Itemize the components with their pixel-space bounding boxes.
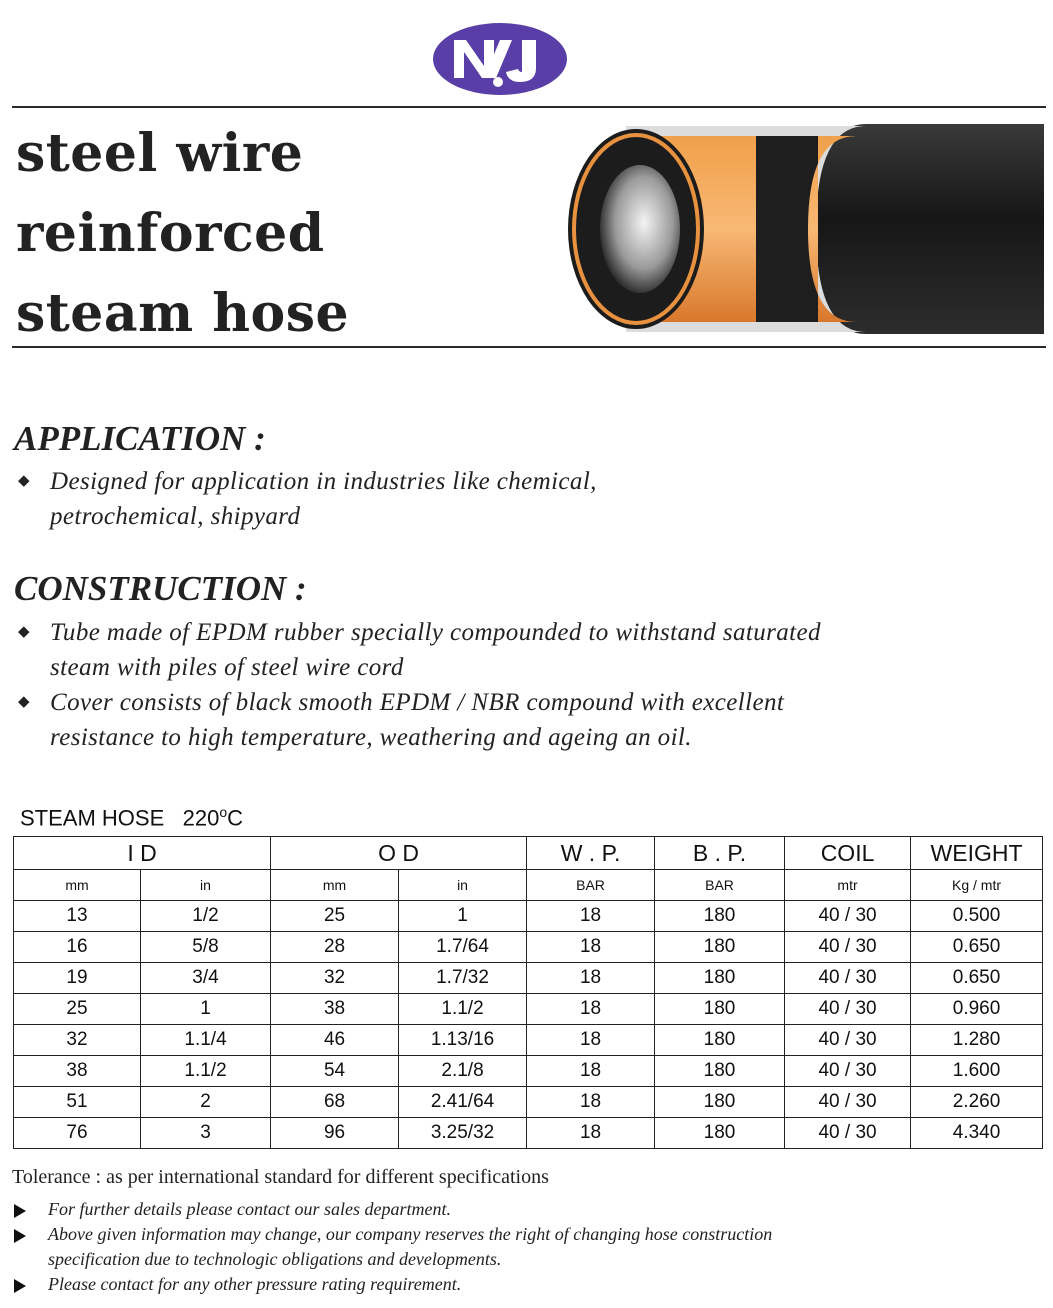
table-cell: 32 xyxy=(14,1025,141,1056)
company-logo xyxy=(432,22,568,96)
unit-cell: mtr xyxy=(785,870,911,901)
page-title xyxy=(16,114,349,354)
unit-cell: Kg / mtr xyxy=(911,870,1043,901)
table-cell: 2.41/64 xyxy=(399,1087,527,1118)
table-cell: 18 xyxy=(527,1087,655,1118)
table-cell: 1/2 xyxy=(141,901,271,932)
construction-item xyxy=(16,685,821,755)
header-wp: W . P. xyxy=(527,837,655,870)
unit-cell: mm xyxy=(14,870,141,901)
table-cell: 40 / 30 xyxy=(785,1025,911,1056)
table-cell: 18 xyxy=(527,1118,655,1149)
triangle-bullet-icon xyxy=(14,1279,26,1293)
table-units-row xyxy=(14,870,1043,901)
unit-cell: mm xyxy=(271,870,399,901)
title-line-2: reinforced xyxy=(16,203,325,264)
construction-item-line-1: Tube made of EPDM rubber specially compounded to withstand saturated xyxy=(50,619,821,646)
triangle-bullet-icon xyxy=(14,1204,26,1218)
table-cell: 96 xyxy=(271,1118,399,1149)
degree-symbol: o xyxy=(219,804,228,820)
note-line-2: specification due to technologic obligations and developments. xyxy=(48,1249,502,1269)
table-cell: 32 xyxy=(271,963,399,994)
table-cell: 18 xyxy=(527,901,655,932)
table-cell: 46 xyxy=(271,1025,399,1056)
table-cell: 2.1/8 xyxy=(399,1056,527,1087)
table-cell: 3/4 xyxy=(141,963,271,994)
table-cell: 3.25/32 xyxy=(399,1118,527,1149)
application-item-line-1: Designed for application in industries like chemical, xyxy=(50,468,597,495)
table-cell: 28 xyxy=(271,932,399,963)
header-weight: WEIGHT xyxy=(911,837,1043,870)
table-cell: 25 xyxy=(271,901,399,932)
diamond-bullet-icon: ◆ xyxy=(18,624,30,640)
table-cell: 54 xyxy=(271,1056,399,1087)
table-cell: 40 / 30 xyxy=(785,1056,911,1087)
table-cell: 38 xyxy=(271,994,399,1025)
table-cell: 18 xyxy=(527,994,655,1025)
table-row xyxy=(14,963,1043,994)
table-cell: 1.1/2 xyxy=(141,1056,271,1087)
table-cell: 5/8 xyxy=(141,932,271,963)
table-cell: 180 xyxy=(655,1118,785,1149)
table-cell: 1 xyxy=(399,901,527,932)
table-cell: 40 / 30 xyxy=(785,1087,911,1118)
note-line-1: Please contact for any other pressure rating requirement. xyxy=(48,1274,462,1294)
table-cell: 18 xyxy=(527,963,655,994)
top-rule xyxy=(12,106,1046,108)
logo-dot xyxy=(493,77,503,87)
table-cell: 40 / 30 xyxy=(785,963,911,994)
note-item xyxy=(12,1197,772,1222)
construction-list xyxy=(16,615,821,755)
table-cell: 2 xyxy=(141,1087,271,1118)
note-item xyxy=(12,1272,772,1297)
hose-cutaway-image xyxy=(566,120,1046,340)
header-id: I D xyxy=(14,837,271,870)
construction-item-line-2: resistance to high temperature, weathering and ageing an oil. xyxy=(50,724,692,751)
table-cell: 40 / 30 xyxy=(785,1118,911,1149)
table-cell: 13 xyxy=(14,901,141,932)
tolerance-note: Tolerance : as per international standard for different specifications xyxy=(12,1166,549,1188)
table-cell: 18 xyxy=(527,1025,655,1056)
title-line-3: steam hose xyxy=(16,283,350,344)
table-cell: 19 xyxy=(14,963,141,994)
application-list xyxy=(16,464,597,534)
notes-list xyxy=(12,1197,772,1297)
table-cell: 0.650 xyxy=(911,932,1043,963)
table-cell: 51 xyxy=(14,1087,141,1118)
table-cell: 1.280 xyxy=(911,1025,1043,1056)
table-title-text: STEAM HOSE xyxy=(20,805,165,831)
table-cell: 0.650 xyxy=(911,963,1043,994)
logo-text: NJ xyxy=(432,22,434,23)
table-row xyxy=(14,932,1043,963)
table-row xyxy=(14,1025,1043,1056)
table-cell: 18 xyxy=(527,932,655,963)
note-item xyxy=(12,1222,772,1272)
note-line-1: Above given information may change, our company reserves the right of changing hose construction xyxy=(48,1224,773,1244)
application-item xyxy=(16,464,597,534)
table-cell: 1 xyxy=(141,994,271,1025)
title-line-1: steel wire xyxy=(16,123,304,184)
table-cell: 40 / 30 xyxy=(785,932,911,963)
header-coil: COIL xyxy=(785,837,911,870)
application-item-line-2: petrochemical, shipyard xyxy=(50,503,301,530)
diamond-bullet-icon: ◆ xyxy=(18,694,30,710)
table-cell: 16 xyxy=(14,932,141,963)
table-cell: 2.260 xyxy=(911,1087,1043,1118)
table-body xyxy=(14,901,1043,1149)
unit-cell: BAR xyxy=(527,870,655,901)
table-cell: 180 xyxy=(655,963,785,994)
temp-value: 220 xyxy=(182,805,220,831)
table-row xyxy=(14,1056,1043,1087)
unit-cell: in xyxy=(141,870,271,901)
triangle-bullet-icon xyxy=(14,1229,26,1243)
table-cell: 0.960 xyxy=(911,994,1043,1025)
spec-table xyxy=(13,836,1043,1149)
table-title xyxy=(20,804,243,831)
table-cell: 180 xyxy=(655,1056,785,1087)
table-cell: 1.1/2 xyxy=(399,994,527,1025)
table-cell: 4.340 xyxy=(911,1118,1043,1149)
table-cell: 40 / 30 xyxy=(785,994,911,1025)
table-cell: 1.13/16 xyxy=(399,1025,527,1056)
table-header-row xyxy=(14,837,1043,870)
unit-cell: BAR xyxy=(655,870,785,901)
table-cell: 18 xyxy=(527,1056,655,1087)
table-cell: 68 xyxy=(271,1087,399,1118)
table-row xyxy=(14,901,1043,932)
construction-heading: CONSTRUCTION : xyxy=(14,569,307,608)
table-cell: 180 xyxy=(655,994,785,1025)
table-cell: 180 xyxy=(655,1025,785,1056)
table-cell: 1.600 xyxy=(911,1056,1043,1087)
table-cell: 76 xyxy=(14,1118,141,1149)
table-cell: 40 / 30 xyxy=(785,901,911,932)
construction-item-line-2: steam with piles of steel wire cord xyxy=(50,654,404,681)
table-row xyxy=(14,1118,1043,1149)
table-row xyxy=(14,994,1043,1025)
table-cell: 1.7/32 xyxy=(399,963,527,994)
table-cell: 0.500 xyxy=(911,901,1043,932)
header-bp: B . P. xyxy=(655,837,785,870)
table-cell: 1.7/64 xyxy=(399,932,527,963)
construction-item-line-1: Cover consists of black smooth EPDM / NBR compound with excellent xyxy=(50,689,785,716)
note-line-1: For further details please contact our sales department. xyxy=(48,1199,451,1219)
temp-unit: C xyxy=(227,805,243,831)
header-od: O D xyxy=(271,837,527,870)
table-cell: 180 xyxy=(655,932,785,963)
unit-cell: in xyxy=(399,870,527,901)
table-cell: 3 xyxy=(141,1118,271,1149)
table-cell: 38 xyxy=(14,1056,141,1087)
table-cell: 25 xyxy=(14,994,141,1025)
table-row xyxy=(14,1087,1043,1118)
table-cell: 1.1/4 xyxy=(141,1025,271,1056)
table-cell: 180 xyxy=(655,901,785,932)
construction-item xyxy=(16,615,821,685)
diamond-bullet-icon: ◆ xyxy=(18,473,30,489)
application-heading: APPLICATION : xyxy=(14,419,266,458)
table-cell: 180 xyxy=(655,1087,785,1118)
